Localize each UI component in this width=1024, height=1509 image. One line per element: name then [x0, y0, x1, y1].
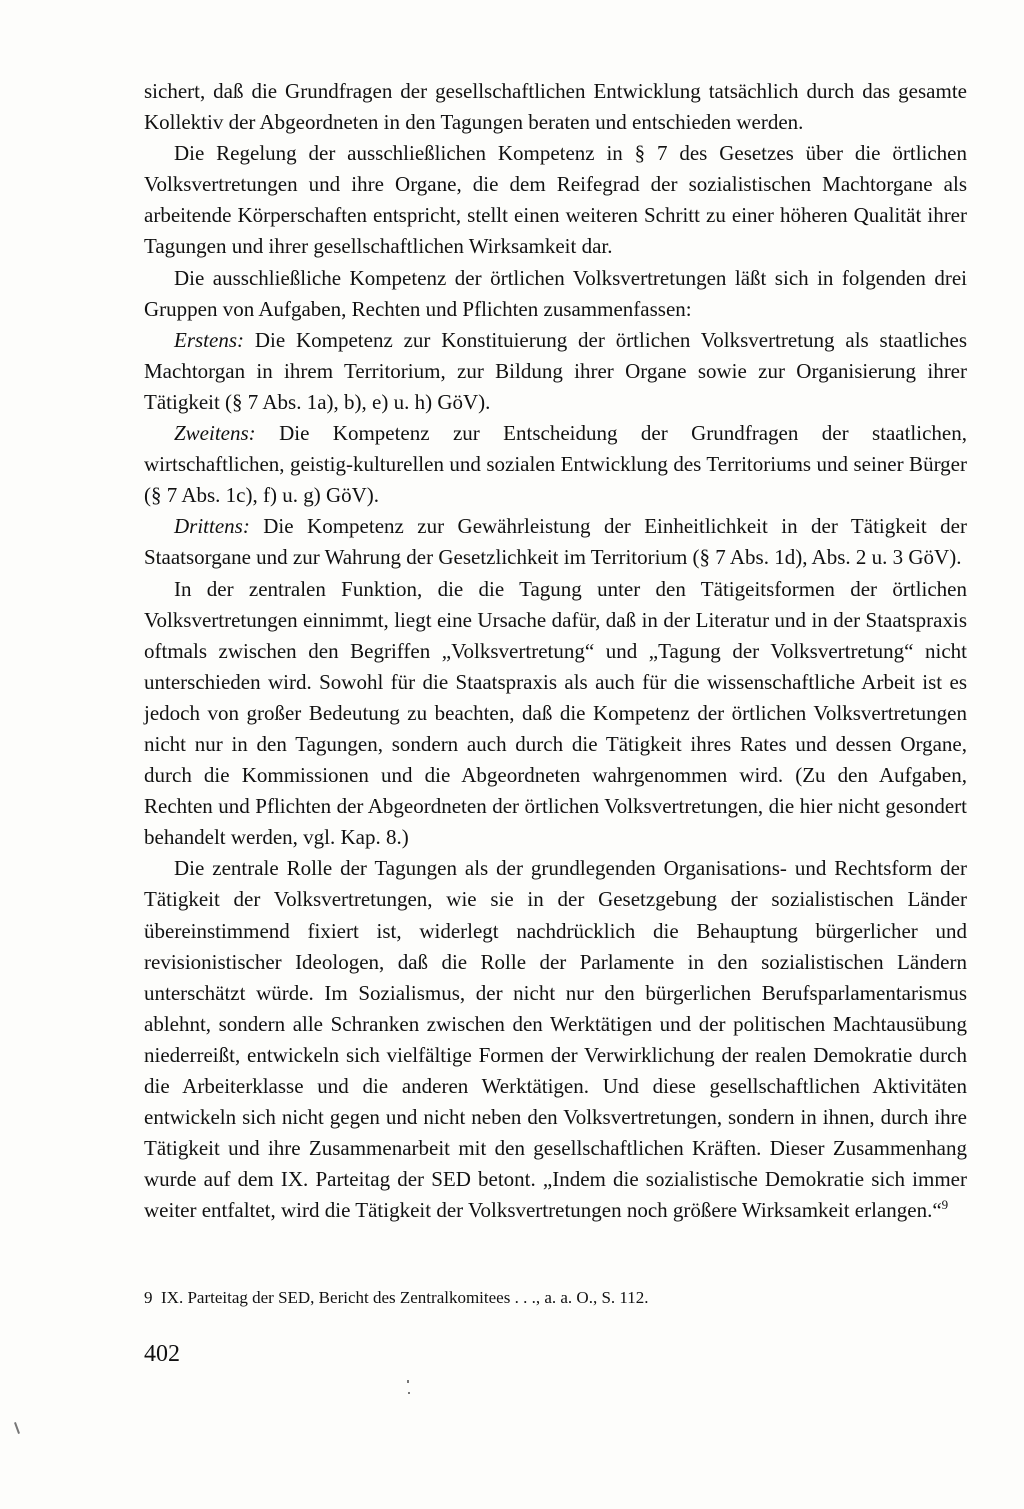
- paragraph: [144, 853, 967, 1226]
- enumeration-label: Drittens:: [174, 514, 250, 539]
- paragraph-text: In der zentralen Funktion, die die Tagung unter den Tätigeitsformen der örtlichen Volksvertretungen einnimmt, liegt eine Ursache dafür, daß in der Literatur und in der Staatspraxis oftmals zwischen den Begriffen „Volksvertretung“ und „Tagung der Volksvertretung“ nicht unterschieden wird. Sowohl für die Staatspraxis als auch für die wissenschaftliche Arbeit ist es jedoch von großer Bedeutung zu beachten, daß die Kompetenz der örtlichen Volksvertretungen nicht nur in den Tagungen, sondern auch durch die Tätigkeit ihres Rates und dessen Organe, durch die Kommissionen und die Abgeordneten wahrgenommen wird. (Zu den Aufgaben, Rechten und Pflichten der Abgeordneten der örtlichen Volksvertretungen, die hier nicht gesondert behandelt werden, vgl. Kap. 8.): [144, 576, 967, 850]
- paragraph-drittens: [144, 511, 967, 573]
- paragraph: [144, 138, 967, 262]
- paragraph: [144, 263, 967, 325]
- footnote-text: IX. Parteitag der SED, Bericht des Zentralkomitees . . ., a. a. O., S. 112.: [161, 1288, 649, 1307]
- paragraph-text: Die Kompetenz zur Gewährleistung der Einheitlichkeit in der Tätigkeit der Staatsorgane und zur Wahrung der Gesetzlichkeit im Territorium (§ 7 Abs. 1d), Abs. 2 u. 3 GöV).: [144, 514, 967, 570]
- paragraph-text: sichert, daß die Grundfragen der gesellschaftlichen Entwicklung tatsächlich durch das gesamte Kollektiv der Abgeordneten in den Tagungen beraten und entschieden werden.: [144, 79, 967, 135]
- paragraph: [144, 76, 967, 138]
- scan-speck: [14, 1422, 20, 1434]
- paragraph-text: Die Kompetenz zur Entscheidung der Grundfragen der staatlichen, wirtschaftlichen, geistig-kulturellen und sozialen Entwicklung des Territoriums und seiner Bürger (§ 7 Abs. 1c), f) u. g) GöV).: [144, 421, 967, 508]
- scan-speck: [408, 1392, 410, 1394]
- scan-speck: [407, 1380, 409, 1383]
- paragraph-zweitens: [144, 418, 967, 511]
- paragraph-text: Die Kompetenz zur Konstituierung der örtlichen Volksvertretung als staatliches Machtorgan in ihrem Territorium, zur Bildung ihrer Organe sowie zur Organisierung ihrer Tätigkeit (§ 7 Abs. 1a), b), e) u. h) GöV).: [144, 327, 967, 414]
- paragraph: [144, 574, 967, 854]
- enumeration-label: Zweitens:: [174, 421, 256, 446]
- page-number: 402: [144, 1341, 180, 1367]
- paragraph-text: Die ausschließliche Kompetenz der örtlichen Volksvertretungen läßt sich in folgenden drei Gruppen von Aufgaben, Rechten und Pflichten zusammenfassen:: [144, 265, 967, 321]
- paragraph-text: Die Regelung der ausschließlichen Kompetenz in § 7 des Gesetzes über die örtlichen Volksvertretungen und ihre Organe, die dem Reifegrad der sozialistischen Machtorgane als arbeitende Körperschaften entspricht, stellt einen weiteren Schritt zu einer höheren Qualität ihrer Tagungen und ihrer gesellschaftlichen Wirksamkeit dar.: [144, 141, 967, 259]
- enumeration-label: Erstens:: [174, 327, 244, 352]
- footnote: [144, 1287, 967, 1309]
- footnote-reference: 9: [941, 1197, 949, 1213]
- body-text: [144, 76, 967, 1226]
- paragraph-erstens: [144, 325, 967, 418]
- footnote-number: 9: [144, 1288, 153, 1307]
- paragraph-text: Die zentrale Rolle der Tagungen als der grundlegenden Organisations- und Rechtsform der Tätigkeit der Volksvertretungen, wie sie in der Gesetzgebung der sozialistischen Länder übereinstimmend fixiert ist, widerlegt nachdrücklich die Behauptung bürgerlicher und revisionistischer Ideologen, daß die Rolle der Parlamente in den sozialistischen Ländern unterschätzt würde. Im Sozialismus, der nicht nur den bürgerlichen Berufsparlamentarismus ablehnt, sondern alle Schranken zwischen den Werktätigen und der politischen Machtausübung niederreißt, entwickeln sich vielfältige Formen der Verwirklichung der realen Demokratie durch die Arbeiterklasse und die anderen Werktätigen. Und diese gesellschaftlichen Aktivitäten entwickeln sich nicht gegen und nicht neben den Volksvertretungen, sondern in ihnen, durch ihre Tätigkeit und ihre Zusammenarbeit mit den gesellschaftlichen Kräften. Dieser Zusammenhang wurde auf dem IX. Parteitag der SED betont. „Indem die sozialistische Demokratie sich immer weiter entfaltet, wird die Tätigkeit der Volksvertretungen noch größere Wirksamkeit erlangen.“: [144, 856, 967, 1223]
